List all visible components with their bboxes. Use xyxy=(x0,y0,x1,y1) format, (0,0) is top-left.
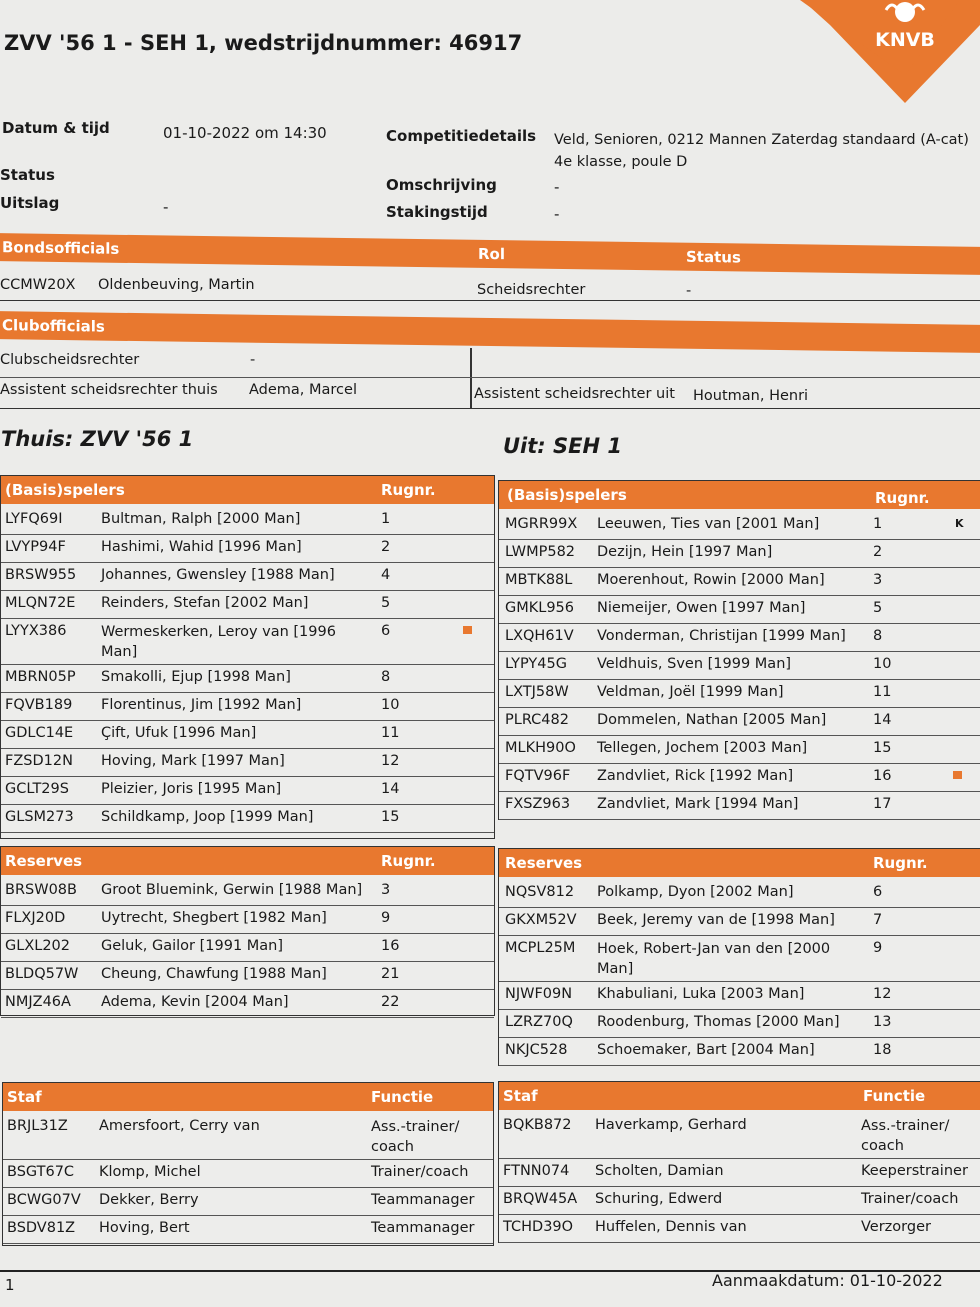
player-rugnr: 7 xyxy=(873,912,883,928)
player-rugnr: 5 xyxy=(381,595,391,611)
player-rugnr: 22 xyxy=(381,994,400,1010)
competitie-value-1: Veld, Senioren, 0212 Mannen Zaterdag standaard (A-cat) xyxy=(554,132,969,148)
staf-row xyxy=(3,1113,493,1160)
card-icon xyxy=(463,626,472,634)
uitslag-label: Uitslag xyxy=(0,194,60,212)
column-divider xyxy=(470,348,472,408)
player-rugnr: 16 xyxy=(873,768,892,784)
page-title: ZVV '56 1 - SEH 1, wedstrijdnummer: 46917 xyxy=(4,31,523,55)
player-code: LZRZ70Q xyxy=(505,1014,573,1030)
player-rugnr: 8 xyxy=(381,669,391,685)
uit-title: Uit: SEH 1 xyxy=(503,434,622,458)
clubofficials-title: Clubofficials xyxy=(2,316,105,336)
player-name-line-2: Man] xyxy=(597,961,634,977)
player-rugnr: 10 xyxy=(873,656,892,672)
player-rugnr: 11 xyxy=(381,725,400,741)
player-name: Cheung, Chawfung [1988 Man] xyxy=(101,966,327,982)
player-rugnr: 2 xyxy=(381,539,391,555)
official-status: - xyxy=(686,283,692,299)
player-name: Çift, Ufuk [1996 Man] xyxy=(101,725,257,741)
player-row xyxy=(1,776,494,805)
rugnr-header: Rugnr. xyxy=(381,852,436,870)
player-code: MBTK88L xyxy=(505,572,573,588)
uitslag-value: - xyxy=(163,198,169,216)
player-row xyxy=(499,735,980,764)
staf-functie: Verzorger xyxy=(861,1219,931,1235)
player-name: Groot Bluemink, Gerwin [1988 Man] xyxy=(101,882,363,898)
aanmaakdatum: Aanmaakdatum: 01-10-2022 xyxy=(712,1271,943,1290)
reserve-row xyxy=(1,877,494,906)
player-code: GDLC14E xyxy=(5,725,74,741)
player-name: Vonderman, Christijan [1999 Man] xyxy=(597,628,846,644)
player-rugnr: 21 xyxy=(381,966,400,982)
functie-header: Functie xyxy=(371,1088,434,1106)
player-row xyxy=(1,664,494,693)
staf-functie: Teammanager xyxy=(371,1192,475,1208)
player-rugnr: 2 xyxy=(873,544,883,560)
player-name: Pleizier, Joris [1995 Man] xyxy=(101,781,282,797)
player-name: Schildkamp, Joop [1999 Man] xyxy=(101,809,314,825)
staking-value: - xyxy=(554,205,560,223)
player-row xyxy=(1,534,494,563)
staf-row xyxy=(499,1214,980,1243)
player-rugnr: 5 xyxy=(873,600,883,616)
player-row xyxy=(1,720,494,749)
player-code: FZSD12N xyxy=(5,753,73,769)
player-code: LYPY45G xyxy=(505,656,567,672)
staf-header-label: Staf xyxy=(7,1088,42,1106)
reserve-row xyxy=(499,981,980,1010)
player-rugnr: 14 xyxy=(873,712,892,728)
staf-functie xyxy=(861,1116,949,1156)
player-name: Veldhuis, Sven [1999 Man] xyxy=(597,656,792,672)
staf-code: BQKB872 xyxy=(503,1117,572,1133)
player-code: GLSM273 xyxy=(5,809,74,825)
staf-code: FTNN074 xyxy=(503,1163,570,1179)
player-name xyxy=(597,939,830,979)
staf-row xyxy=(499,1112,980,1159)
player-code: LWMP582 xyxy=(505,544,576,560)
staf-name: Huffelen, Dennis van xyxy=(595,1219,747,1235)
staf-row xyxy=(3,1187,493,1216)
player-code: GCLT29S xyxy=(5,781,69,797)
thuis-spelers-header xyxy=(1,476,494,504)
thuis-spelers-table xyxy=(0,475,495,839)
player-code: LXTJ58W xyxy=(505,684,569,700)
staf-row xyxy=(499,1186,980,1215)
player-rugnr: 9 xyxy=(381,910,391,926)
official-name: Oldenbeuving, Martin xyxy=(98,277,255,293)
player-row xyxy=(1,506,494,535)
reserve-row xyxy=(499,907,980,936)
clubofficials-header xyxy=(0,311,980,353)
rugnr-header: Rugnr. xyxy=(873,854,928,872)
player-name: Zandvliet, Mark [1994 Man] xyxy=(597,796,799,812)
player-rugnr: 9 xyxy=(873,940,883,956)
knvb-logo xyxy=(780,0,980,105)
player-name: Khabuliani, Luka [2003 Man] xyxy=(597,986,805,1002)
player-name: Florentinus, Jim [1992 Man] xyxy=(101,697,302,713)
reserves-header-label: Reserves xyxy=(505,854,583,872)
uit-staf-table xyxy=(498,1081,980,1243)
player-rugnr: 13 xyxy=(873,1014,892,1030)
official-rol: Scheidsrechter xyxy=(477,282,586,298)
staf-functie: Trainer/coach xyxy=(861,1191,959,1207)
player-rugnr: 17 xyxy=(873,796,892,812)
staf-functie xyxy=(371,1117,459,1157)
bondsofficials-header xyxy=(0,233,980,275)
player-name: Moerenhout, Rowin [2000 Man] xyxy=(597,572,825,588)
player-row xyxy=(499,623,980,652)
player-name: Hashimi, Wahid [1996 Man] xyxy=(101,539,302,555)
player-row xyxy=(499,763,980,792)
player-code: NKJC528 xyxy=(505,1042,568,1058)
player-code: GLXL202 xyxy=(5,938,71,954)
reserve-row xyxy=(499,1009,980,1038)
player-code: GKXM52V xyxy=(505,912,577,928)
player-code: MLKH90O xyxy=(505,740,576,756)
uit-reserves-header xyxy=(499,849,980,877)
player-code: MLQN72E xyxy=(5,595,76,611)
bondsofficials-title: Bondsofficials xyxy=(2,238,120,258)
player-name: Bultman, Ralph [2000 Man] xyxy=(101,511,301,527)
staf-row xyxy=(499,1158,980,1187)
player-rugnr: 12 xyxy=(873,986,892,1002)
ass-uit-value: Houtman, Henri xyxy=(693,388,809,404)
staf-code: BRQW45A xyxy=(503,1191,578,1207)
player-rugnr: 14 xyxy=(381,781,400,797)
player-code: MCPL25M xyxy=(505,940,576,956)
player-row xyxy=(1,692,494,721)
player-code: LVYP94F xyxy=(5,539,66,555)
staf-functie: Teammanager xyxy=(371,1220,475,1236)
player-name: Niemeijer, Owen [1997 Man] xyxy=(597,600,806,616)
player-code: BRSW08B xyxy=(5,882,77,898)
player-rugnr: 1 xyxy=(873,516,883,532)
player-row xyxy=(1,618,494,665)
player-code: LYYX386 xyxy=(5,623,67,639)
rol-header: Rol xyxy=(478,244,505,264)
ass-thuis-value: Adema, Marcel xyxy=(249,382,357,398)
captain-badge: K xyxy=(955,517,964,530)
staf-row xyxy=(3,1215,493,1244)
uit-spelers-table xyxy=(498,480,980,820)
competitie-value-2: 4e klasse, poule D xyxy=(554,154,688,170)
staf-name: Hoving, Bert xyxy=(99,1220,190,1236)
player-rugnr: 11 xyxy=(873,684,892,700)
reserve-row xyxy=(1,961,494,990)
clubscheids-label: Clubscheidsrechter xyxy=(0,352,140,368)
player-name-line-1: Wermeskerken, Leroy van [1996 xyxy=(101,624,336,640)
staf-functie-line-2: coach xyxy=(371,1139,414,1155)
player-code: GMKL956 xyxy=(505,600,575,616)
reserve-row xyxy=(1,933,494,962)
player-code: FQVB189 xyxy=(5,697,73,713)
player-rugnr: 3 xyxy=(873,572,883,588)
ass-uit-label: Assistent scheidsrechter uit xyxy=(474,386,675,402)
uit-reserves-table xyxy=(498,848,980,1066)
staf-name: Dekker, Berry xyxy=(99,1192,199,1208)
player-code: BLDQ57W xyxy=(5,966,79,982)
player-code: NJWF09N xyxy=(505,986,573,1002)
player-name: Reinders, Stefan [2002 Man] xyxy=(101,595,309,611)
spelers-header-label: (Basis)spelers xyxy=(507,486,627,504)
thuis-staf-header xyxy=(3,1083,493,1111)
player-code: MGRR99X xyxy=(505,516,578,532)
rugnr-header: Rugnr. xyxy=(875,489,930,507)
player-name: Roodenburg, Thomas [2000 Man] xyxy=(597,1014,840,1030)
reserve-row xyxy=(499,879,980,908)
player-rugnr: 3 xyxy=(381,882,391,898)
staf-name: Scholten, Damian xyxy=(595,1163,724,1179)
staf-code: BCWG07V xyxy=(7,1192,81,1208)
player-name: Tellegen, Jochem [2003 Man] xyxy=(597,740,808,756)
staf-functie: Keeperstrainer xyxy=(861,1163,968,1179)
player-name: Uytrecht, Shegbert [1982 Man] xyxy=(101,910,327,926)
player-code: FXSZ963 xyxy=(505,796,571,812)
staf-code: TCHD39O xyxy=(503,1219,574,1235)
player-code: FLXJ20D xyxy=(5,910,66,926)
thuis-reserves-table xyxy=(0,846,495,1016)
player-row xyxy=(499,651,980,680)
player-row xyxy=(499,595,980,624)
player-rugnr: 6 xyxy=(873,884,883,900)
player-rugnr: 8 xyxy=(873,628,883,644)
player-code: PLRC482 xyxy=(505,712,569,728)
staking-label: Stakingstijd xyxy=(386,203,488,221)
staf-row xyxy=(3,1159,493,1188)
reserves-header-label: Reserves xyxy=(5,852,83,870)
official-code: CCMW20X xyxy=(0,277,76,293)
uit-staf-header xyxy=(499,1082,980,1110)
bondsofficial-row xyxy=(0,272,980,301)
card-icon xyxy=(953,771,962,779)
player-name: Dommelen, Nathan [2005 Man] xyxy=(597,712,827,728)
player-code: NMJZ46A xyxy=(5,994,71,1010)
competitie-label: Competitiedetails xyxy=(386,127,537,145)
player-rugnr: 12 xyxy=(381,753,400,769)
reserve-row xyxy=(499,935,980,982)
player-code: NQSV812 xyxy=(505,884,575,900)
reserve-row xyxy=(1,989,494,1018)
page-number: 1 xyxy=(5,1276,15,1294)
datum-value: 01-10-2022 om 14:30 xyxy=(163,124,327,142)
player-name: Smakolli, Ejup [1998 Man] xyxy=(101,669,291,685)
logo-text: KNVB xyxy=(875,29,935,51)
player-name-line-1: Hoek, Robert-Jan van den [2000 xyxy=(597,941,831,957)
player-row xyxy=(499,567,980,596)
staf-functie-line-1: Ass.-trainer/ xyxy=(371,1119,460,1135)
player-name: Hoving, Mark [1997 Man] xyxy=(101,753,285,769)
staf-code: BSDV81Z xyxy=(7,1220,76,1236)
player-rugnr: 18 xyxy=(873,1042,892,1058)
player-name: Leeuwen, Ties van [2001 Man] xyxy=(597,516,820,532)
player-code: BRSW955 xyxy=(5,567,77,583)
staf-name: Haverkamp, Gerhard xyxy=(595,1117,747,1133)
staf-functie: Trainer/coach xyxy=(371,1164,469,1180)
thuis-title: Thuis: ZVV '56 1 xyxy=(1,427,194,451)
player-rugnr: 15 xyxy=(381,809,400,825)
player-name: Adema, Kevin [2004 Man] xyxy=(101,994,289,1010)
player-row xyxy=(499,707,980,736)
staf-code: BRJL31Z xyxy=(7,1118,68,1134)
omschrijving-value: - xyxy=(554,178,560,196)
player-rugnr: 10 xyxy=(381,697,400,713)
player-row xyxy=(499,539,980,568)
uit-spelers-header xyxy=(499,481,980,509)
datum-label: Datum & tijd xyxy=(2,119,110,137)
spelers-header-label: (Basis)spelers xyxy=(5,481,125,499)
player-row xyxy=(1,590,494,619)
omschrijving-label: Omschrijving xyxy=(386,176,497,194)
row-divider xyxy=(0,377,980,378)
player-row xyxy=(499,679,980,708)
player-rugnr: 1 xyxy=(381,511,391,527)
status-label: Status xyxy=(0,166,55,184)
player-row xyxy=(499,791,980,820)
clubscheids-value: - xyxy=(250,352,256,368)
player-name xyxy=(101,622,336,662)
reserve-row xyxy=(1,905,494,934)
player-code: LXQH61V xyxy=(505,628,574,644)
player-row xyxy=(1,562,494,591)
status-header: Status xyxy=(686,247,741,267)
player-name: Beek, Jeremy van de [1998 Man] xyxy=(597,912,835,928)
thuis-reserves-header xyxy=(1,847,494,875)
staf-code: BSGT67C xyxy=(7,1164,75,1180)
player-code: LYFQ69I xyxy=(5,511,63,527)
player-row xyxy=(499,511,980,540)
staf-name: Klomp, Michel xyxy=(99,1164,201,1180)
player-name: Schoemaker, Bart [2004 Man] xyxy=(597,1042,815,1058)
rugnr-header: Rugnr. xyxy=(381,481,436,499)
player-name: Polkamp, Dyon [2002 Man] xyxy=(597,884,794,900)
reserve-row xyxy=(499,1037,980,1066)
clubofficials-table xyxy=(0,348,980,409)
player-name: Zandvliet, Rick [1992 Man] xyxy=(597,768,794,784)
staf-functie-line-2: coach xyxy=(861,1138,904,1154)
player-rugnr: 4 xyxy=(381,567,391,583)
staf-name: Schuring, Edwerd xyxy=(595,1191,723,1207)
player-rugnr: 15 xyxy=(873,740,892,756)
player-name: Veldman, Joël [1999 Man] xyxy=(597,684,784,700)
thuis-staf-table xyxy=(2,1082,494,1246)
player-rugnr: 16 xyxy=(381,938,400,954)
player-name: Johannes, Gwensley [1988 Man] xyxy=(101,567,335,583)
ass-thuis-label: Assistent scheidsrechter thuis xyxy=(0,382,218,398)
player-name-line-2: Man] xyxy=(101,644,138,660)
player-rugnr: 6 xyxy=(381,623,391,639)
staf-name: Amersfoort, Cerry van xyxy=(99,1118,260,1134)
player-name: Dezijn, Hein [1997 Man] xyxy=(597,544,773,560)
player-code: FQTV96F xyxy=(505,768,571,784)
player-code: MBRN05P xyxy=(5,669,76,685)
player-row xyxy=(1,748,494,777)
player-name: Geluk, Gailor [1991 Man] xyxy=(101,938,284,954)
player-row xyxy=(1,804,494,833)
staf-header-label: Staf xyxy=(503,1087,538,1105)
functie-header: Functie xyxy=(863,1087,926,1105)
staf-functie-line-1: Ass.-trainer/ xyxy=(861,1118,950,1134)
